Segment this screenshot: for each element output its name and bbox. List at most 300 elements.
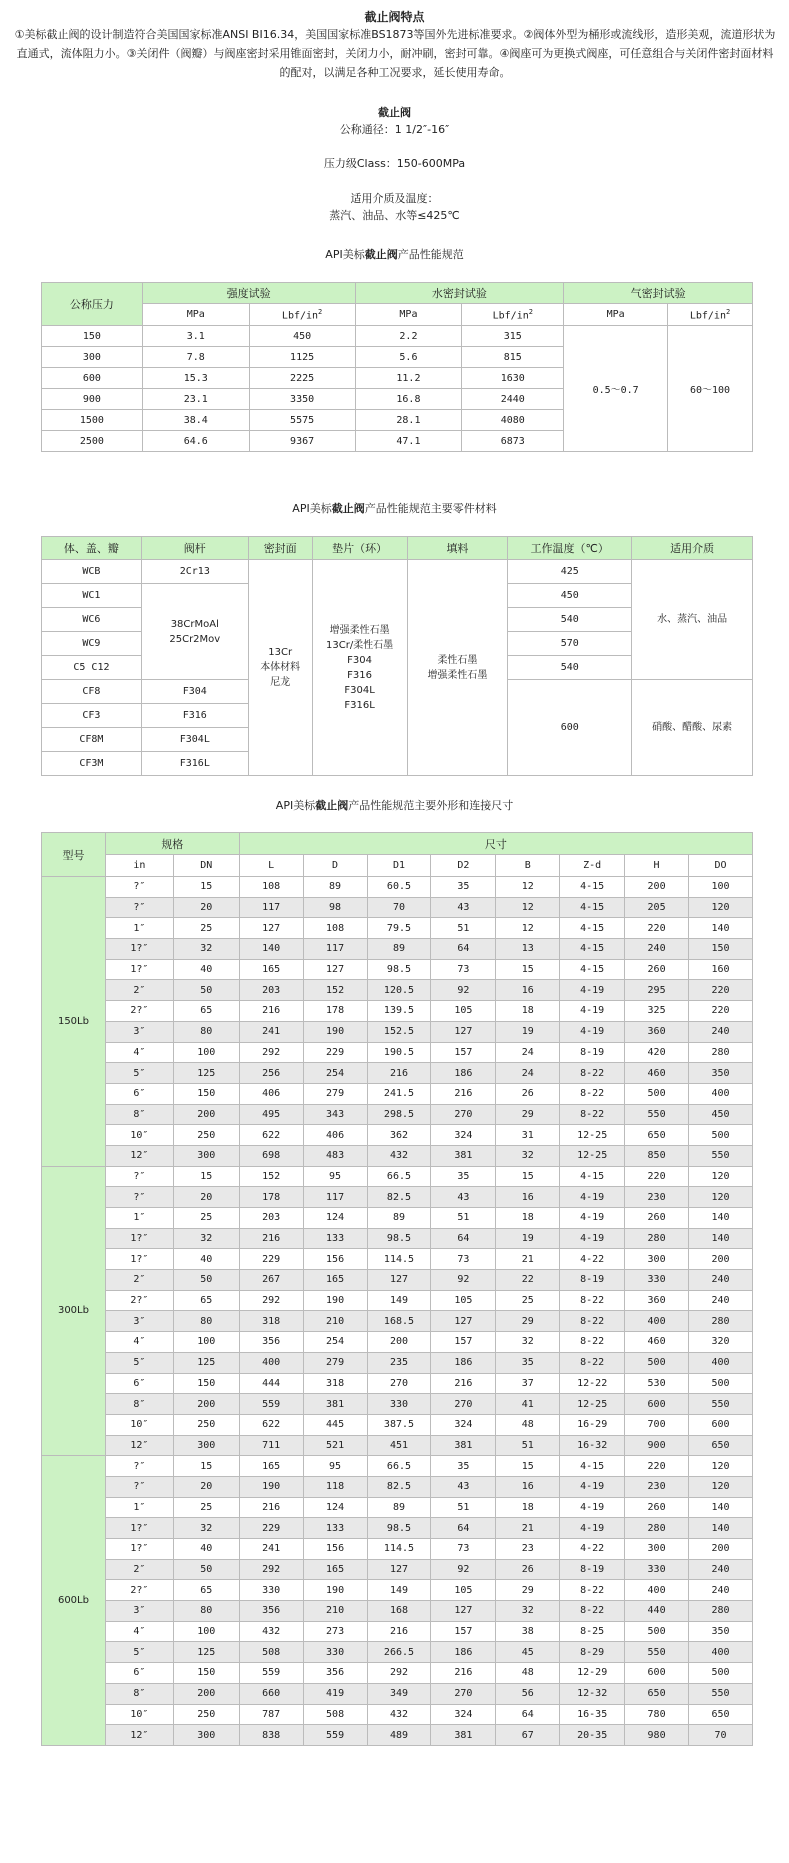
- table-row: [42, 918, 753, 939]
- d1-cell: 241.5: [367, 1083, 431, 1104]
- b-cell: 29: [496, 1104, 560, 1125]
- dn-cell: 25: [173, 1208, 239, 1229]
- table-row: [42, 1021, 753, 1042]
- water-mpa-cell: 11.2: [355, 368, 462, 389]
- header-stem: 阀杆: [141, 537, 248, 560]
- d1-cell: 451: [367, 1435, 431, 1456]
- dn-cell: 300: [173, 1435, 239, 1456]
- h-cell: 530: [625, 1373, 689, 1394]
- h-cell: 220: [625, 1166, 689, 1187]
- d2-cell: 92: [431, 1270, 496, 1291]
- l-cell: 241: [239, 1539, 303, 1560]
- do-cell: 500: [689, 1373, 753, 1394]
- strength-mpa-cell: 15.3: [142, 368, 249, 389]
- d2-cell: 73: [431, 1249, 496, 1270]
- b-cell: 67: [496, 1725, 560, 1746]
- z-d-cell: 8-22: [560, 1104, 625, 1125]
- seal-material: 13Cr 本体材料 尼龙: [248, 560, 312, 776]
- strength-mpa-cell: 38.4: [142, 410, 249, 431]
- in-cell: 12″: [105, 1145, 173, 1166]
- dn-cell: 125: [173, 1642, 239, 1663]
- h-cell: 205: [625, 897, 689, 918]
- subheader-l: L: [239, 855, 303, 877]
- in-cell: 4″: [105, 1042, 173, 1063]
- d1-cell: 82.5: [367, 1476, 431, 1497]
- b-cell: 26: [496, 1559, 560, 1580]
- h-cell: 500: [625, 1083, 689, 1104]
- subheader-in: in: [105, 855, 173, 877]
- header-pressure: 公称压力: [42, 283, 143, 326]
- strength-mpa-cell: 7.8: [142, 347, 249, 368]
- pressure-cell: 900: [42, 389, 143, 410]
- d-cell: 117: [303, 939, 367, 960]
- do-cell: 120: [689, 1187, 753, 1208]
- header-packing: 填料: [407, 537, 508, 560]
- do-cell: 220: [689, 980, 753, 1001]
- body-material: WC6: [42, 608, 142, 632]
- d-cell: 133: [303, 1228, 367, 1249]
- z-d-cell: 4-15: [560, 897, 625, 918]
- pressure-class: 压力级Class：150-600MPa: [323, 157, 466, 170]
- in-cell: ?″: [105, 877, 173, 898]
- in-cell: 3″: [105, 1021, 173, 1042]
- stem-material: 38CrMoAl 25Cr2Mov: [141, 584, 248, 680]
- d1-cell: 70: [367, 897, 431, 918]
- z-d-cell: 8-19: [560, 1559, 625, 1580]
- in-cell: 1?″: [105, 1249, 173, 1270]
- d2-cell: 92: [431, 980, 496, 1001]
- h-cell: 280: [625, 1228, 689, 1249]
- l-cell: 140: [239, 939, 303, 960]
- z-d-cell: 4-15: [560, 918, 625, 939]
- h-cell: 500: [625, 1621, 689, 1642]
- d-cell: 127: [303, 959, 367, 980]
- l-cell: 622: [239, 1125, 303, 1146]
- l-cell: 406: [239, 1083, 303, 1104]
- l-cell: 292: [239, 1042, 303, 1063]
- subheader-do: DO: [689, 855, 753, 877]
- strength-mpa-cell: 3.1: [142, 326, 249, 347]
- b-cell: 22: [496, 1270, 560, 1291]
- dn-cell: 100: [173, 1621, 239, 1642]
- h-cell: 550: [625, 1104, 689, 1125]
- d2-cell: 64: [431, 1518, 496, 1539]
- z-d-cell: 4-15: [560, 939, 625, 960]
- medium: 水、蒸汽、油品: [632, 560, 753, 680]
- h-cell: 460: [625, 1332, 689, 1353]
- header-strength: 强度试验: [142, 283, 355, 304]
- d2-cell: 105: [431, 1580, 496, 1601]
- in-cell: 1?″: [105, 939, 173, 960]
- d2-cell: 43: [431, 1476, 496, 1497]
- dn-cell: 15: [173, 1456, 239, 1477]
- d2-cell: 324: [431, 1414, 496, 1435]
- water-lbf-cell: 6873: [462, 431, 564, 452]
- water-mpa-cell: 5.6: [355, 347, 462, 368]
- in-cell: 12″: [105, 1725, 173, 1746]
- d1-cell: 89: [367, 1208, 431, 1229]
- d2-cell: 186: [431, 1352, 496, 1373]
- b-cell: 48: [496, 1663, 560, 1684]
- b-cell: 26: [496, 1083, 560, 1104]
- h-cell: 650: [625, 1683, 689, 1704]
- dn-cell: 150: [173, 1373, 239, 1394]
- dn-cell: 40: [173, 1249, 239, 1270]
- subheader-dn: DN: [173, 855, 239, 877]
- do-cell: 200: [689, 1539, 753, 1560]
- l-cell: 241: [239, 1021, 303, 1042]
- table-row: [42, 1642, 753, 1663]
- d2-cell: 270: [431, 1683, 496, 1704]
- dn-cell: 65: [173, 1580, 239, 1601]
- l-cell: 108: [239, 877, 303, 898]
- b-cell: 16: [496, 1187, 560, 1208]
- temperature: 540: [508, 656, 632, 680]
- z-d-cell: 8-22: [560, 1290, 625, 1311]
- d2-cell: 127: [431, 1311, 496, 1332]
- water-lbf-cell: 2440: [462, 389, 564, 410]
- l-cell: 165: [239, 959, 303, 980]
- performance-table: [41, 282, 753, 452]
- dn-cell: 25: [173, 918, 239, 939]
- table-row: [42, 1290, 753, 1311]
- do-cell: 100: [689, 877, 753, 898]
- b-cell: 13: [496, 939, 560, 960]
- header-temperature: 工作温度（℃）: [508, 537, 632, 560]
- d1-cell: 127: [367, 1559, 431, 1580]
- table-row: [42, 1311, 753, 1332]
- dn-cell: 20: [173, 1476, 239, 1497]
- l-cell: 622: [239, 1414, 303, 1435]
- in-cell: 2″: [105, 1270, 173, 1291]
- in-cell: 1″: [105, 918, 173, 939]
- d2-cell: 216: [431, 1663, 496, 1684]
- model-group-cell: 600Lb: [42, 1456, 106, 1746]
- z-d-cell: 8-25: [560, 1621, 625, 1642]
- h-cell: 420: [625, 1042, 689, 1063]
- temperature: 600: [508, 680, 632, 776]
- table-row: [42, 1435, 753, 1456]
- d1-cell: 235: [367, 1352, 431, 1373]
- z-d-cell: 4-15: [560, 959, 625, 980]
- d-cell: 117: [303, 1187, 367, 1208]
- l-cell: 292: [239, 1559, 303, 1580]
- d2-cell: 381: [431, 1145, 496, 1166]
- d1-cell: 168.5: [367, 1311, 431, 1332]
- dn-cell: 100: [173, 1332, 239, 1353]
- in-cell: 6″: [105, 1663, 173, 1684]
- body-material: CF3M: [42, 752, 142, 776]
- b-cell: 15: [496, 1456, 560, 1477]
- d-cell: 178: [303, 1001, 367, 1022]
- z-d-cell: 4-19: [560, 1228, 625, 1249]
- air-lbf-cell: 60～100: [668, 326, 753, 452]
- d2-cell: 35: [431, 1456, 496, 1477]
- pressure-cell: 150: [42, 326, 143, 347]
- in-cell: 6″: [105, 1373, 173, 1394]
- dn-cell: 250: [173, 1125, 239, 1146]
- table-row: [42, 1476, 753, 1497]
- l-cell: 698: [239, 1145, 303, 1166]
- z-d-cell: 8-22: [560, 1332, 625, 1353]
- do-cell: 140: [689, 1497, 753, 1518]
- d2-cell: 35: [431, 1166, 496, 1187]
- table-row: [42, 326, 753, 347]
- dn-cell: 200: [173, 1104, 239, 1125]
- d2-cell: 64: [431, 939, 496, 960]
- z-d-cell: 4-19: [560, 1021, 625, 1042]
- dn-cell: 20: [173, 897, 239, 918]
- header-body: 体、盖、瓣: [42, 537, 142, 560]
- d-cell: 381: [303, 1394, 367, 1415]
- d1-cell: 349: [367, 1683, 431, 1704]
- stem-material: 2Cr13: [141, 560, 248, 584]
- table-row: [42, 1042, 753, 1063]
- do-cell: 600: [689, 1414, 753, 1435]
- table3-caption: API美标截止阀产品性能规范主要外形和连接尺寸: [275, 799, 514, 812]
- d1-cell: 190.5: [367, 1042, 431, 1063]
- z-d-cell: 8-19: [560, 1270, 625, 1291]
- b-cell: 18: [496, 1208, 560, 1229]
- z-d-cell: 12-22: [560, 1373, 625, 1394]
- h-cell: 230: [625, 1187, 689, 1208]
- subheader-z-d: Z-d: [560, 855, 625, 877]
- header-air-seal: 气密封试验: [564, 283, 753, 304]
- z-d-cell: 12-32: [560, 1683, 625, 1704]
- l-cell: 508: [239, 1642, 303, 1663]
- in-cell: 5″: [105, 1642, 173, 1663]
- d1-cell: 89: [367, 1497, 431, 1518]
- h-cell: 780: [625, 1704, 689, 1725]
- l-cell: 787: [239, 1704, 303, 1725]
- z-d-cell: 12-25: [560, 1125, 625, 1146]
- d-cell: 254: [303, 1063, 367, 1084]
- table-row: [42, 1539, 753, 1560]
- table-row: [42, 1621, 753, 1642]
- table-row: [42, 1663, 753, 1684]
- l-cell: 292: [239, 1290, 303, 1311]
- d1-cell: 200: [367, 1332, 431, 1353]
- subheader-mpa: MPa: [355, 304, 462, 326]
- do-cell: 350: [689, 1063, 753, 1084]
- d2-cell: 270: [431, 1104, 496, 1125]
- b-cell: 31: [496, 1125, 560, 1146]
- in-cell: 1?″: [105, 959, 173, 980]
- l-cell: 190: [239, 1476, 303, 1497]
- h-cell: 230: [625, 1476, 689, 1497]
- model-group-cell: 150Lb: [42, 877, 106, 1167]
- body-material: CF3: [42, 704, 142, 728]
- dn-cell: 20: [173, 1187, 239, 1208]
- medium-label: 适用介质及温度：: [350, 192, 439, 205]
- d-cell: 118: [303, 1476, 367, 1497]
- do-cell: 280: [689, 1042, 753, 1063]
- l-cell: 330: [239, 1580, 303, 1601]
- h-cell: 440: [625, 1601, 689, 1622]
- d-cell: 210: [303, 1601, 367, 1622]
- l-cell: 203: [239, 1208, 303, 1229]
- water-mpa-cell: 16.8: [355, 389, 462, 410]
- z-d-cell: 4-19: [560, 1518, 625, 1539]
- in-cell: 3″: [105, 1311, 173, 1332]
- page-title: 截止阀特点: [364, 10, 425, 24]
- dn-cell: 32: [173, 1228, 239, 1249]
- table-row: [42, 1559, 753, 1580]
- d-cell: 165: [303, 1270, 367, 1291]
- h-cell: 650: [625, 1125, 689, 1146]
- body-material: C5 C12: [42, 656, 142, 680]
- d1-cell: 330: [367, 1394, 431, 1415]
- in-cell: 10″: [105, 1704, 173, 1725]
- z-d-cell: 20-35: [560, 1725, 625, 1746]
- do-cell: 240: [689, 1290, 753, 1311]
- d-cell: 279: [303, 1083, 367, 1104]
- d1-cell: 98.5: [367, 1518, 431, 1539]
- z-d-cell: 8-22: [560, 1311, 625, 1332]
- dn-cell: 80: [173, 1311, 239, 1332]
- l-cell: 229: [239, 1249, 303, 1270]
- pressure-cell: 2500: [42, 431, 143, 452]
- do-cell: 650: [689, 1435, 753, 1456]
- model-group-cell: 300Lb: [42, 1166, 106, 1456]
- do-cell: 220: [689, 1001, 753, 1022]
- b-cell: 29: [496, 1311, 560, 1332]
- z-d-cell: 16-35: [560, 1704, 625, 1725]
- in-cell: 2?″: [105, 1290, 173, 1311]
- in-cell: 4″: [105, 1621, 173, 1642]
- d-cell: 95: [303, 1456, 367, 1477]
- table-row: [42, 1601, 753, 1622]
- air-mpa-cell: 0.5～0.7: [564, 326, 668, 452]
- b-cell: 51: [496, 1435, 560, 1456]
- d2-cell: 92: [431, 1559, 496, 1580]
- d1-cell: 432: [367, 1145, 431, 1166]
- b-cell: 24: [496, 1042, 560, 1063]
- d2-cell: 64: [431, 1228, 496, 1249]
- table-row: [42, 1373, 753, 1394]
- d2-cell: 324: [431, 1704, 496, 1725]
- h-cell: 360: [625, 1021, 689, 1042]
- dn-cell: 80: [173, 1601, 239, 1622]
- in-cell: 1?″: [105, 1228, 173, 1249]
- in-cell: ?″: [105, 1476, 173, 1497]
- b-cell: 16: [496, 980, 560, 1001]
- subheader-d: D: [303, 855, 367, 877]
- z-d-cell: 4-19: [560, 1001, 625, 1022]
- z-d-cell: 12-29: [560, 1663, 625, 1684]
- l-cell: 216: [239, 1497, 303, 1518]
- b-cell: 15: [496, 1166, 560, 1187]
- strength-mpa-cell: 64.6: [142, 431, 249, 452]
- d1-cell: 149: [367, 1580, 431, 1601]
- d-cell: 559: [303, 1725, 367, 1746]
- water-lbf-cell: 4080: [462, 410, 564, 431]
- h-cell: 200: [625, 877, 689, 898]
- dn-cell: 150: [173, 1663, 239, 1684]
- d1-cell: 152.5: [367, 1021, 431, 1042]
- table-row: [42, 939, 753, 960]
- z-d-cell: 8-19: [560, 1042, 625, 1063]
- do-cell: 320: [689, 1332, 753, 1353]
- in-cell: 4″: [105, 1332, 173, 1353]
- dn-cell: 65: [173, 1290, 239, 1311]
- h-cell: 360: [625, 1290, 689, 1311]
- d1-cell: 149: [367, 1290, 431, 1311]
- table-row: [42, 1414, 753, 1435]
- l-cell: 152: [239, 1166, 303, 1187]
- d-cell: 98: [303, 897, 367, 918]
- dn-cell: 125: [173, 1063, 239, 1084]
- do-cell: 450: [689, 1104, 753, 1125]
- h-cell: 220: [625, 1456, 689, 1477]
- b-cell: 21: [496, 1249, 560, 1270]
- b-cell: 48: [496, 1414, 560, 1435]
- header-gasket: 垫片（环）: [312, 537, 407, 560]
- nominal-diameter: 公称通径：1 1/2″-16″: [339, 123, 450, 136]
- header-seal: 密封面: [248, 537, 312, 560]
- strength-lbf-cell: 2225: [249, 368, 355, 389]
- strength-lbf-cell: 1125: [249, 347, 355, 368]
- d-cell: 406: [303, 1125, 367, 1146]
- table-row: [42, 897, 753, 918]
- d-cell: 156: [303, 1539, 367, 1560]
- do-cell: 400: [689, 1642, 753, 1663]
- in-cell: 8″: [105, 1683, 173, 1704]
- d1-cell: 66.5: [367, 1456, 431, 1477]
- water-lbf-cell: 315: [462, 326, 564, 347]
- d-cell: 210: [303, 1311, 367, 1332]
- z-d-cell: 16-32: [560, 1435, 625, 1456]
- dimensions-table: [41, 832, 753, 1746]
- h-cell: 300: [625, 1249, 689, 1270]
- do-cell: 500: [689, 1663, 753, 1684]
- dimensions-table-body: [42, 877, 753, 1746]
- z-d-cell: 8-22: [560, 1601, 625, 1622]
- l-cell: 838: [239, 1725, 303, 1746]
- d2-cell: 43: [431, 897, 496, 918]
- table-row: [42, 1270, 753, 1291]
- do-cell: 650: [689, 1704, 753, 1725]
- subheader-b: B: [496, 855, 560, 877]
- l-cell: 216: [239, 1228, 303, 1249]
- in-cell: ?″: [105, 1187, 173, 1208]
- d2-cell: 157: [431, 1042, 496, 1063]
- d2-cell: 186: [431, 1063, 496, 1084]
- d-cell: 152: [303, 980, 367, 1001]
- d-cell: 273: [303, 1621, 367, 1642]
- do-cell: 160: [689, 959, 753, 980]
- b-cell: 16: [496, 1476, 560, 1497]
- do-cell: 280: [689, 1601, 753, 1622]
- h-cell: 400: [625, 1580, 689, 1601]
- b-cell: 64: [496, 1704, 560, 1725]
- in-cell: 2″: [105, 980, 173, 1001]
- z-d-cell: 4-19: [560, 980, 625, 1001]
- temperature: 425: [508, 560, 632, 584]
- d-cell: 483: [303, 1145, 367, 1166]
- table-row: [42, 1104, 753, 1125]
- h-cell: 330: [625, 1559, 689, 1580]
- body-material: WC9: [42, 632, 142, 656]
- pressure-cell: 300: [42, 347, 143, 368]
- pressure-cell: 1500: [42, 410, 143, 431]
- b-cell: 12: [496, 897, 560, 918]
- in-cell: 1?″: [105, 1539, 173, 1560]
- do-cell: 120: [689, 1456, 753, 1477]
- d2-cell: 127: [431, 1601, 496, 1622]
- in-cell: 8″: [105, 1104, 173, 1125]
- dn-cell: 100: [173, 1042, 239, 1063]
